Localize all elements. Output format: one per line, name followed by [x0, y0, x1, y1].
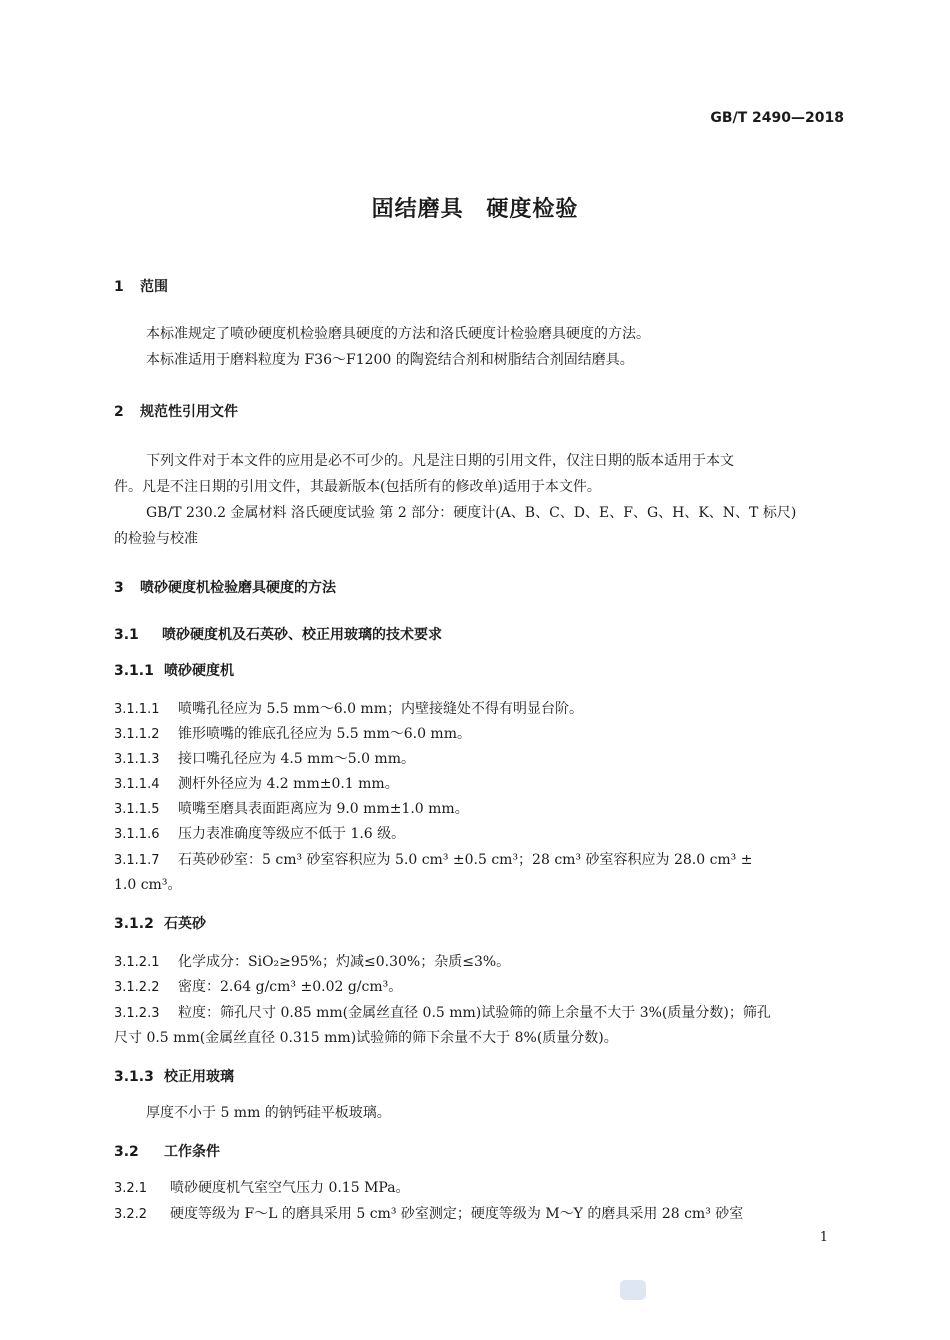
clause-number: 3.1.1.4 — [114, 777, 160, 792]
clause-number: 3.2.2 — [114, 1207, 148, 1222]
clause-number: 3.1.1.6 — [114, 827, 160, 842]
clause-text: 石英砂砂室：5 cm³ 砂室容积应为 5.0 cm³ ±0.5 cm³；28 cm³ 砂室容积应为 28.0 cm³ ± — [178, 852, 753, 868]
normative-reference-continuation: 的检验与校准 — [114, 531, 198, 547]
clause-item — [114, 976, 402, 996]
footer-watermark — [620, 1280, 646, 1300]
document-title: 固结磨具 硬度检验 — [371, 197, 579, 222]
subsection-3-1-3-heading — [114, 1066, 234, 1086]
clause-number: 3.1.1.3 — [114, 752, 160, 767]
section-title: 工作条件 — [164, 1144, 220, 1160]
clause-number: 3.1.2.1 — [114, 955, 160, 970]
section-number: 3.2 — [114, 1144, 139, 1160]
clause-number: 3.1.1.2 — [114, 727, 160, 742]
clause-number: 3.1.1.5 — [114, 802, 160, 817]
clause-text: 接口嘴孔径应为 4.5 mm～5.0 mm。 — [178, 751, 415, 767]
section-title: 喷砂硬度机 — [164, 663, 234, 679]
section-2-heading — [114, 401, 238, 421]
paragraph: 本标准适用于磨料粒度为 F36～F1200 的陶瓷结合剂和树脂结合剂固结磨具。 — [146, 352, 634, 368]
clause-item — [114, 823, 405, 843]
clause-text: 压力表准确度等级应不低于 1.6 级。 — [178, 826, 406, 842]
clause-item — [114, 849, 752, 869]
clause-item — [114, 1203, 743, 1223]
section-number: 3.1 — [114, 627, 139, 643]
section-title: 校正用玻璃 — [164, 1069, 234, 1085]
clause-number: 3.1.2.3 — [114, 1006, 160, 1021]
section-title: 喷砂硬度机检验磨具硬度的方法 — [140, 580, 336, 596]
clause-number: 3.1.1.1 — [114, 702, 160, 717]
section-number: 3 — [114, 580, 124, 596]
section-number: 1 — [114, 279, 124, 295]
clause-continuation: 尺寸 0.5 mm(金属丝直径 0.315 mm)试验筛的筛下余量不大于 8%(质量分数)。 — [114, 1030, 618, 1046]
clause-item — [114, 773, 399, 793]
clause-number: 3.1.2.2 — [114, 980, 160, 995]
clause-item — [114, 723, 471, 743]
section-number: 2 — [114, 404, 124, 420]
clause-text: 喷砂硬度机气室空气压力 0.15 MPa。 — [170, 1180, 410, 1196]
subsection-3-1-1-heading — [114, 660, 234, 680]
subsection-3-1-2-heading — [114, 913, 206, 933]
subsection-3-2-heading — [114, 1141, 220, 1161]
section-3-heading — [114, 577, 336, 597]
clause-text: 化学成分：SiO₂≥95%；灼减≤0.30%；杂质≤3%。 — [178, 954, 511, 970]
normative-reference: GB/T 230.2 金属材料 洛氏硬度试验 第 2 部分：硬度计(A、B、C、D、E、F、G、H、K、N、T 标尺) — [146, 505, 797, 521]
clause-text: 喷嘴至磨具表面距离应为 9.0 mm±1.0 mm。 — [178, 801, 469, 817]
clause-item — [114, 698, 583, 718]
paragraph-continuation: 件。凡是不注日期的引用文件，其最新版本(包括所有的修改单)适用于本文件。 — [114, 479, 601, 495]
standard-code: GB/T 2490—2018 — [710, 110, 844, 126]
paragraph: 本标准规定了喷砂硬度机检验磨具硬度的方法和洛氏硬度计检验磨具硬度的方法。 — [146, 326, 650, 342]
clause-item — [114, 748, 415, 768]
section-title: 规范性引用文件 — [140, 404, 238, 420]
clause-text: 锥形喷嘴的锥底孔径应为 5.5 mm～6.0 mm。 — [178, 726, 471, 742]
clause-item — [114, 1002, 771, 1022]
section-number: 3.1.1 — [114, 663, 154, 679]
paragraph: 厚度不小于 5 mm 的钠钙硅平板玻璃。 — [146, 1105, 391, 1121]
page-number: 1 — [819, 1230, 828, 1245]
clause-number: 3.1.1.7 — [114, 853, 160, 868]
clause-continuation: 1.0 cm³。 — [114, 877, 182, 893]
section-title: 石英砂 — [164, 916, 206, 932]
clause-item — [114, 951, 510, 971]
clause-number: 3.2.1 — [114, 1181, 148, 1196]
section-1-heading — [114, 276, 168, 296]
clause-text: 硬度等级为 F～L 的磨具采用 5 cm³ 砂室测定；硬度等级为 M～Y 的磨具采用 28 cm³ 砂室 — [170, 1206, 744, 1222]
section-number: 3.1.3 — [114, 1069, 154, 1085]
clause-text: 粒度：筛孔尺寸 0.85 mm(金属丝直径 0.5 mm)试验筛的筛上余量不大于 3%(质量分数)；筛孔 — [178, 1005, 771, 1021]
clause-text: 测杆外径应为 4.2 mm±0.1 mm。 — [178, 776, 399, 792]
clause-text: 喷嘴孔径应为 5.5 mm～6.0 mm；内壁接缝处不得有明显台阶。 — [178, 701, 583, 717]
subsection-3-1-heading — [114, 624, 442, 644]
section-number: 3.1.2 — [114, 916, 154, 932]
paragraph: 下列文件对于本文件的应用是必不可少的。凡是注日期的引用文件，仅注日期的版本适用于本文 — [146, 453, 734, 469]
section-title: 范围 — [140, 279, 168, 295]
clause-item — [114, 798, 469, 818]
section-title: 喷砂硬度机及石英砂、校正用玻璃的技术要求 — [162, 627, 442, 643]
clause-item — [114, 1177, 410, 1197]
clause-text: 密度：2.64 g/cm³ ±0.02 g/cm³。 — [178, 979, 403, 995]
